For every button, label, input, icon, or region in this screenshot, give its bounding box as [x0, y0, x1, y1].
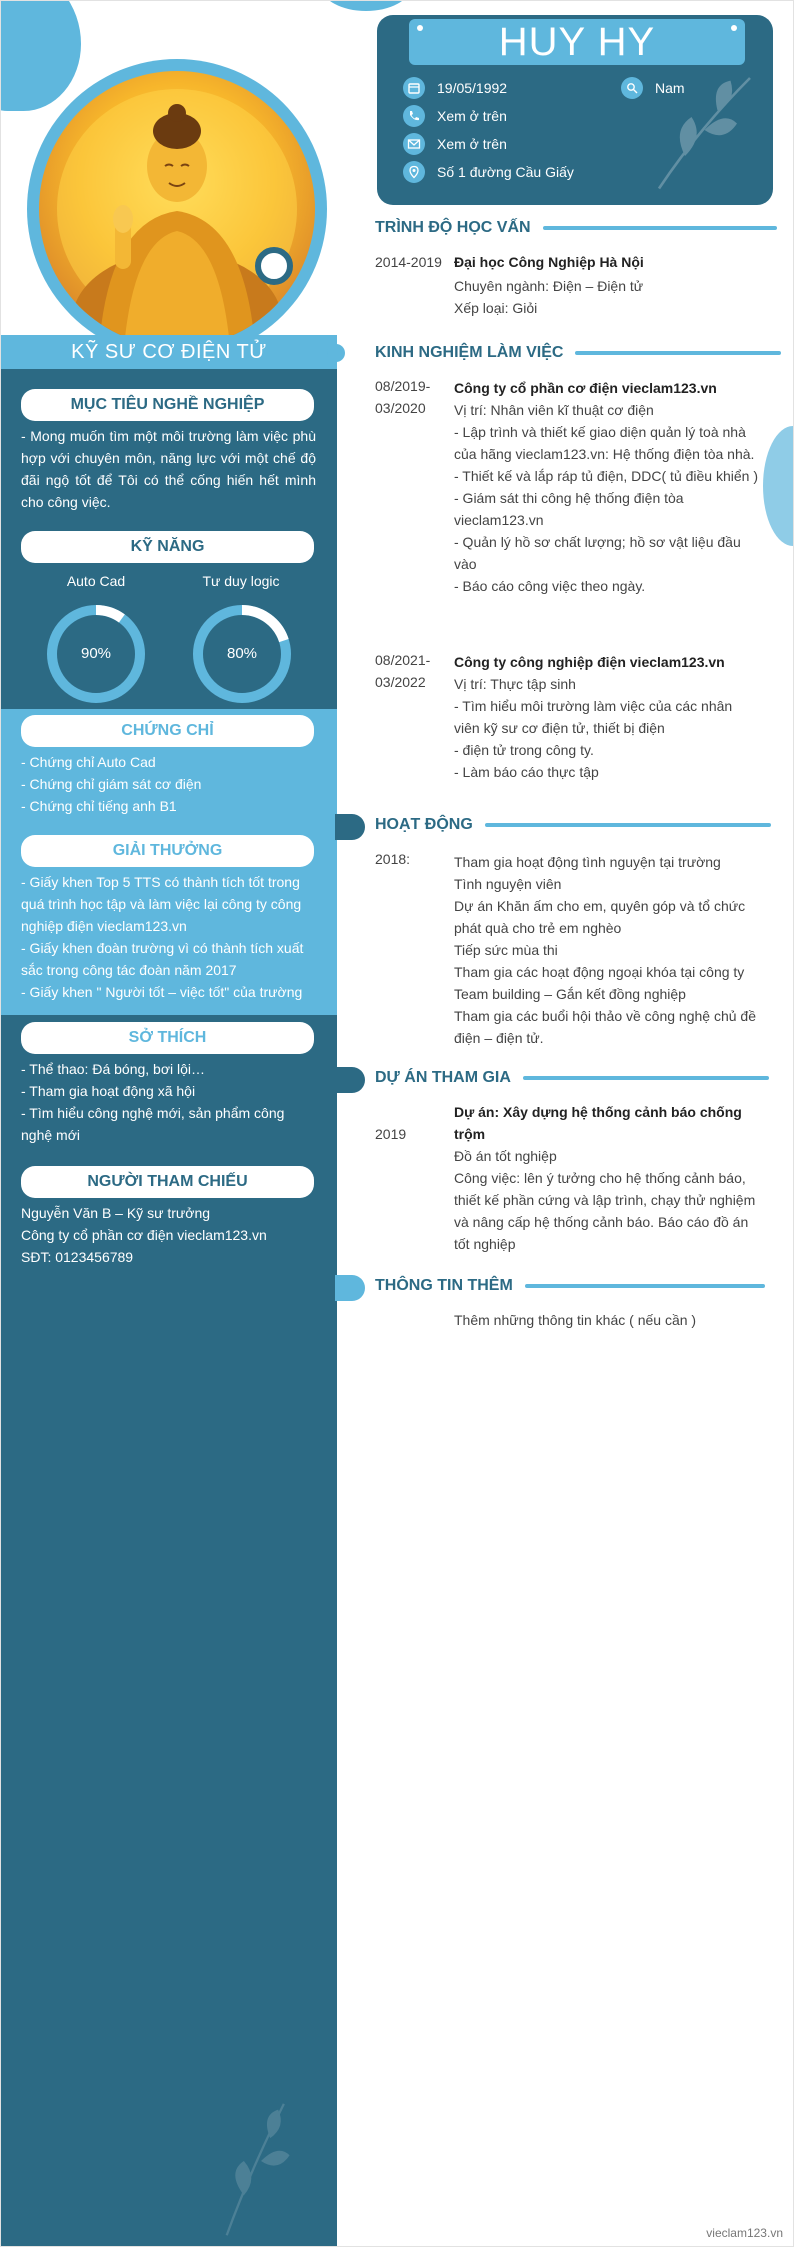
- hobbies-heading: SỞ THÍCH: [21, 1022, 314, 1054]
- activity-item: Tiếp sức mùa thi: [454, 942, 558, 958]
- certificate-item: - Chứng chỉ Auto Cad: [21, 754, 156, 770]
- phone-row: [403, 105, 507, 127]
- decor-blob: [0, 0, 81, 111]
- job-title: KỸ SƯ CƠ ĐIỆN TỬ: [1, 335, 337, 369]
- dob-value: 19/05/1992: [437, 80, 508, 96]
- heading-line: [543, 226, 777, 230]
- section-tab: [335, 1275, 365, 1301]
- decor-blob: [321, 0, 411, 11]
- hobby-item: - Thể thao: Đá bóng, bơi lội…: [21, 1061, 206, 1077]
- certificate-item: - Chứng chỉ tiếng anh B1: [21, 798, 177, 814]
- job-position: Vị trí: Nhân viên kĩ thuật cơ điện: [454, 402, 654, 418]
- email-icon: [403, 133, 425, 155]
- dob-row: [403, 77, 507, 99]
- project-name: Dự án: Xây dựng hệ thống cảnh báo chống trộm: [454, 1104, 742, 1142]
- experience-title: KINH NGHIỆM LÀM VIỆC: [375, 344, 564, 361]
- projects-title: DỰ ÁN THAM GIA: [375, 1069, 511, 1086]
- section-tab: [335, 814, 365, 840]
- address-value: Số 1 đường Cầu Giấy: [437, 164, 574, 180]
- project-work: Công việc: lên ý tưởng cho hệ thống cảnh báo, thiết kế phần cứng và lập trình, chạy thử nghiệm và nâng cấp hệ thống cảnh báo. Báo cáo đồ án tốt nghiệp: [454, 1170, 756, 1252]
- header-card: [377, 15, 773, 205]
- more-info-title: THÔNG TIN THÊM: [375, 1277, 513, 1294]
- gender-icon: [621, 77, 643, 99]
- award-item: - Giấy khen " Người tốt – việc tốt" của trường: [21, 984, 303, 1000]
- references-heading: NGƯỜI THAM CHIẾU: [21, 1166, 314, 1198]
- activity-item: Dự án Khăn ấm cho em, quyên góp và tổ chức phát quà cho trẻ em nghèo: [454, 898, 746, 936]
- activities-title: HOẠT ĐỘNG: [375, 816, 473, 833]
- hobbies-list: [21, 1058, 316, 1146]
- reference-item: Nguyễn Văn B – Kỹ sư trưởng: [21, 1205, 211, 1221]
- reference-item: Công ty cổ phần cơ điện vieclam123.vn: [21, 1227, 267, 1243]
- skill-progress-ring: [44, 602, 148, 706]
- activities-list: [454, 851, 764, 1049]
- hobby-item: - Tìm hiểu công nghệ mới, sản phẩm công nghệ mới: [21, 1105, 285, 1143]
- job-company: Công ty công nghiệp điện vieclam123.vn: [454, 654, 725, 670]
- experience-heading: [375, 344, 781, 362]
- education-school: Đại học Công Nghiệp Hà Nội: [454, 254, 644, 270]
- education-major: Chuyên ngành: Điện – Điện tử: [454, 278, 644, 294]
- more-info-text: Thêm những thông tin khác ( nếu cần ): [454, 1312, 697, 1328]
- education-title: TRÌNH ĐỘ HỌC VẤN: [375, 219, 531, 236]
- objective-text: - Mong muốn tìm một môi trường làm việc phù hợp với chuyên môn, năng lực với một chế độ đãi ngộ tốt để Tôi có thể cống hiến hết mình cho công việc.: [21, 428, 316, 510]
- activity-item: Tình nguyện viên: [454, 876, 562, 892]
- certificates-list: [21, 751, 316, 817]
- activity-item: Tham gia các buổi hội thảo về công nghệ chủ đề điện – điện tử.: [454, 1008, 756, 1046]
- heading-line: [523, 1076, 769, 1080]
- job-detail: - Giám sát thi công hệ thống điện tòa vieclam123.vn: [454, 490, 684, 528]
- gender-value: Nam: [655, 80, 685, 96]
- objective-heading: MỤC TIÊU NGHỀ NGHIỆP: [21, 389, 314, 421]
- job-position: Vị trí: Thực tập sinh: [454, 676, 576, 692]
- phone-value[interactable]: Xem ở trên: [437, 108, 507, 124]
- heading-line: [485, 823, 771, 827]
- project-type: Đồ án tốt nghiệp: [454, 1148, 557, 1164]
- references-list: [21, 1202, 316, 1268]
- education-period: 2014-2019: [375, 254, 442, 270]
- job-period: 08/2021- 03/2022: [375, 652, 431, 690]
- activity-item: Team building – Gắn kết đồng nghiệp: [454, 986, 686, 1002]
- buddha-portrait-image: [39, 71, 315, 347]
- more-info-heading: [375, 1277, 765, 1295]
- job-detail: - Quản lý hồ sơ chất lượng; hồ sơ vật liệu đầu vào: [454, 534, 741, 572]
- address-row: [403, 161, 574, 183]
- activity-item: Tham gia các hoạt động ngoại khóa tại công ty: [454, 964, 745, 980]
- award-item: - Giấy khen đoàn trường vì có thành tích xuất sắc trong công tác đoàn năm 2017: [21, 940, 304, 978]
- skill-name: Auto Cad: [66, 573, 126, 589]
- activity-item: Tham gia hoạt động tình nguyện tại trường: [454, 854, 721, 870]
- job-detail: - điện tử trong công ty.: [454, 742, 594, 758]
- job-detail: - Làm báo cáo thực tập: [454, 764, 599, 780]
- leaf-decoration: [201, 2081, 321, 2241]
- decor-blob: [763, 426, 794, 546]
- location-icon: [403, 161, 425, 183]
- email-value[interactable]: Xem ở trên: [437, 136, 507, 152]
- hobby-item: - Tham gia hoạt động xã hội: [21, 1083, 196, 1099]
- section-tab: [335, 1067, 365, 1093]
- education-rank: Xếp loại: Giỏi: [454, 300, 538, 316]
- job-detail: - Thiết kế và lắp ráp tủ điện, DDC( tủ điều khiển ): [454, 468, 759, 484]
- award-item: - Giấy khen Top 5 TTS có thành tích tốt trong quá trình học tập và làm việc lại công ty công nghiệp điện vieclam123.vn: [21, 874, 302, 934]
- skill-progress-ring: [190, 602, 294, 706]
- awards-heading: GIẢI THƯỞNG: [21, 835, 314, 867]
- job-detail: - Lập trình và thiết kế giao diện quản lý toà nhà của hãng vieclam123.vn: Hệ thống điện tòa nhà.: [454, 424, 755, 462]
- job-detail: - Tìm hiểu môi trường làm việc của các nhân viên kỹ sư cơ điện tử, thiết bị điện: [454, 698, 733, 736]
- job-detail: - Báo cáo công việc theo ngày.: [454, 578, 646, 594]
- gender-row: [621, 77, 685, 99]
- avatar-dot: [255, 247, 293, 285]
- email-row: [403, 133, 507, 155]
- job-company: Công ty cổ phần cơ điện vieclam123.vn: [454, 380, 717, 396]
- calendar-icon: [403, 77, 425, 99]
- education-heading: [375, 219, 777, 237]
- heading-line: [575, 351, 781, 355]
- skill-name: Tư duy logic: [202, 573, 280, 589]
- watermark: vieclam123.vn: [706, 2226, 783, 2240]
- awards-list: [21, 871, 316, 1003]
- certificate-item: - Chứng chỉ giám sát cơ điện: [21, 776, 202, 792]
- job-details: [454, 421, 759, 597]
- certificates-heading: CHỨNG CHỈ: [21, 715, 314, 747]
- project-year: 2019: [375, 1126, 407, 1142]
- reference-item: SĐT: 0123456789: [21, 1249, 134, 1265]
- phone-icon: [403, 105, 425, 127]
- skill-percent: 90%: [80, 645, 112, 662]
- candidate-name: HUY HY: [409, 19, 745, 65]
- activities-year: 2018:: [375, 851, 411, 867]
- activities-heading: [375, 816, 771, 834]
- skill-percent: 80%: [226, 645, 258, 662]
- heading-line: [525, 1284, 765, 1288]
- projects-heading: [375, 1069, 769, 1087]
- job-period: 08/2019- 03/2020: [375, 378, 431, 416]
- job-details: [454, 695, 759, 783]
- avatar: [39, 71, 315, 347]
- skills-heading: KỸ NĂNG: [21, 531, 314, 563]
